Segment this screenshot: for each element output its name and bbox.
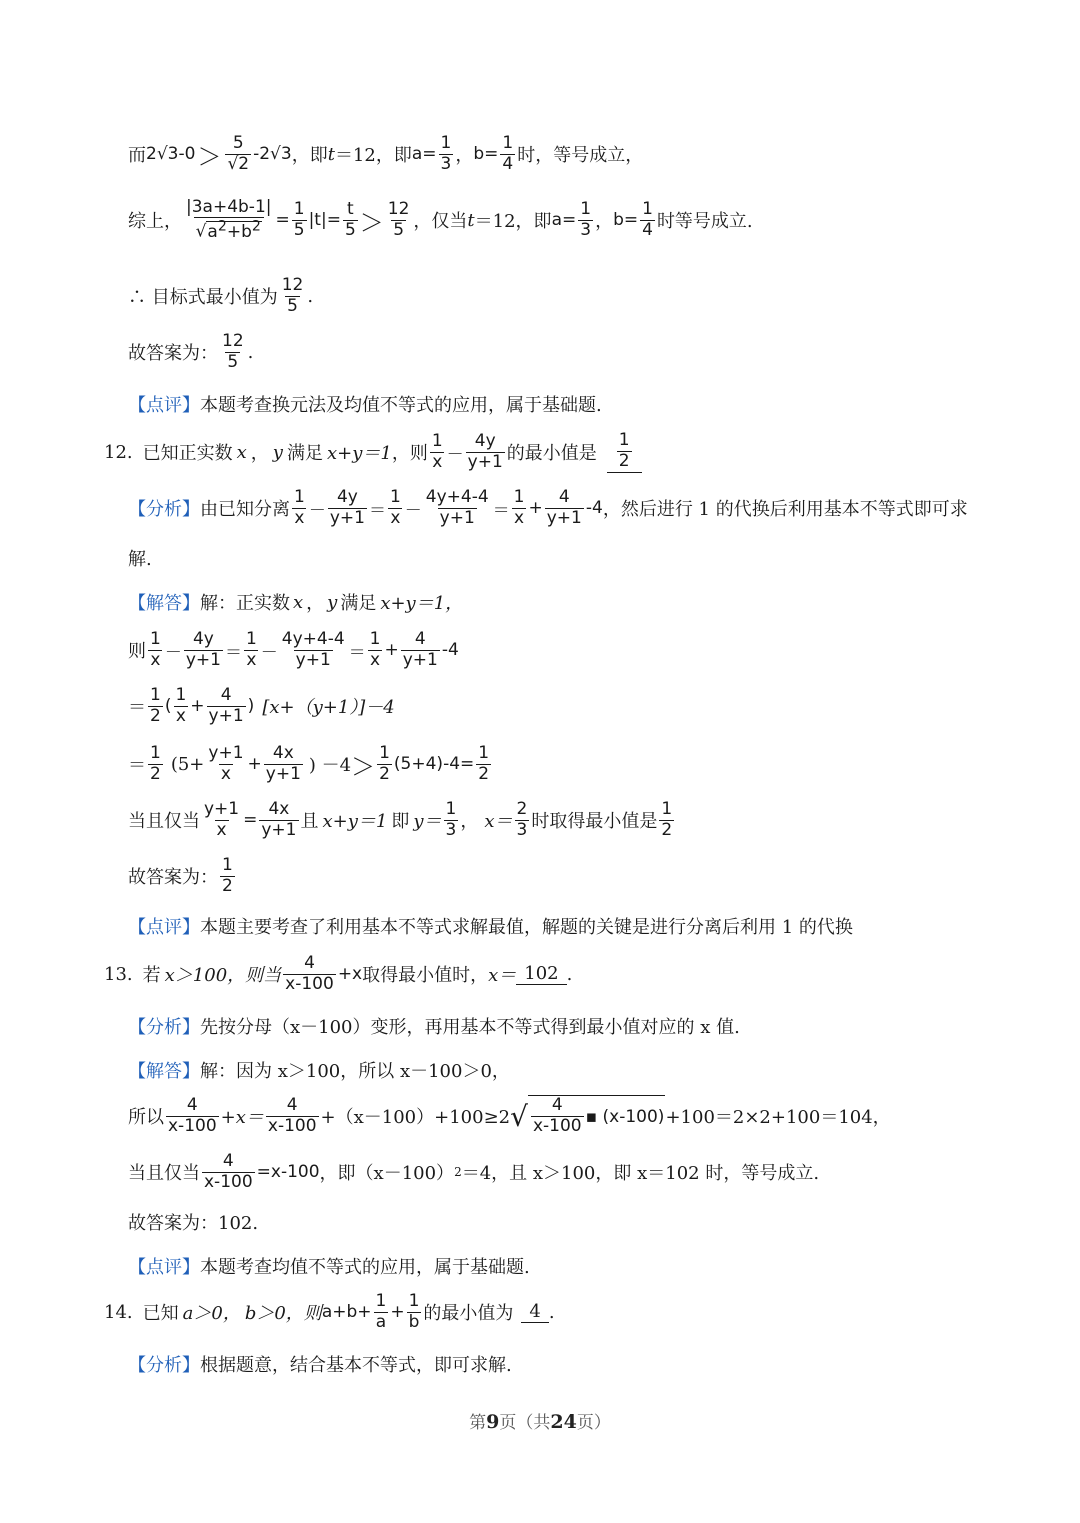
frac-1-3: $\frac{1}{3}$	[440, 132, 452, 174]
line-4: 故答案为： 12 5 .	[128, 330, 254, 372]
solve-12: 【解答】 解：正实数 x ， y 满足 x+y＝1，	[128, 591, 464, 614]
page-footer: 第9页（共24页）	[469, 1411, 611, 1433]
frac-5-sqrt2: 5 √2	[227, 132, 250, 174]
question-14: 14. 已知 a＞0， b＞0，则 a+b+ $\frac{1}{a}$ + $\frac{1}{b}$ 的最小值为 4 .	[104, 1290, 555, 1332]
frac-abs-over-sqrt: $\frac{|3a+4b-1|}{√a^2+b^2}$	[186, 196, 272, 242]
frac-t-5: $\frac{t}{5}$	[344, 198, 356, 240]
review-12: 【点评】 本题主要考查了利用基本不等式求解最值，解题的关键是进行分离后利用 1 的代换	[128, 917, 853, 938]
question-12: 12. 已知正实数 x ， y 满足 x+y＝1 ，则 1 x － 4y y+1 的最小值是 $\frac{1}{2}$	[104, 434, 642, 470]
analysis-14: 【分析】 根据题意，结合基本不等式，即可求解.	[128, 1355, 512, 1376]
line-1: 而 2√3-0 ＞ 5 √2 -2√3 ，即 t ＝12，即 a= $\frac{1}{3}$ ， b= $\frac{1}{4}$ 时，等号成立，	[128, 132, 644, 174]
line-2: 综上， $\frac{|3a+4b-1|}{√a^2+b^2}$ = $\frac{1}{5}$ |t|= $\frac{t}{5}$ ＞ 12 5 ，仅当 t ＝12，即 a= $\frac{1}{3}$ ， b= $\frac{1}{4}$ 时等号成立.	[128, 196, 753, 242]
frac-1-4: $\frac{1}{4}$	[502, 132, 514, 174]
question-13: 13. 若 x＞100，则当 4 x-100 +x 取得最小值时， x＝ 102 .	[104, 952, 573, 994]
solve-13: 【解答】 解：因为 x＞100，所以 x－100＞0，	[128, 1061, 510, 1082]
ge-sign: ＞	[197, 142, 222, 171]
frac-12-5: 12 5	[387, 198, 410, 240]
line-3: ∴ 目标式最小值为 12 5 .	[128, 274, 314, 316]
frac-1-5: $\frac{1}{5}$	[293, 198, 305, 240]
expr-2sqrt3: 2√3-0	[146, 144, 196, 164]
analysis-12: 【分析】 由已知分离 1 x － 4y y+1 ＝ 1 x － 4y+4-4 y+1 ＝ 1 x + $\frac{4}{y+1}$ -4 ，然后进行 1 的代换后利用基本不等式即可求	[128, 486, 968, 528]
analysis-13: 【分析】 先按分母（x－100）变形，再用基本不等式得到最小值对应的 x 值.	[128, 1017, 740, 1038]
review-11: 【点评】 本题考查换元法及均值不等式的应用，属于基础题.	[128, 395, 602, 416]
review-13: 【点评】 本题考查均值不等式的应用，属于基础题.	[128, 1257, 530, 1278]
